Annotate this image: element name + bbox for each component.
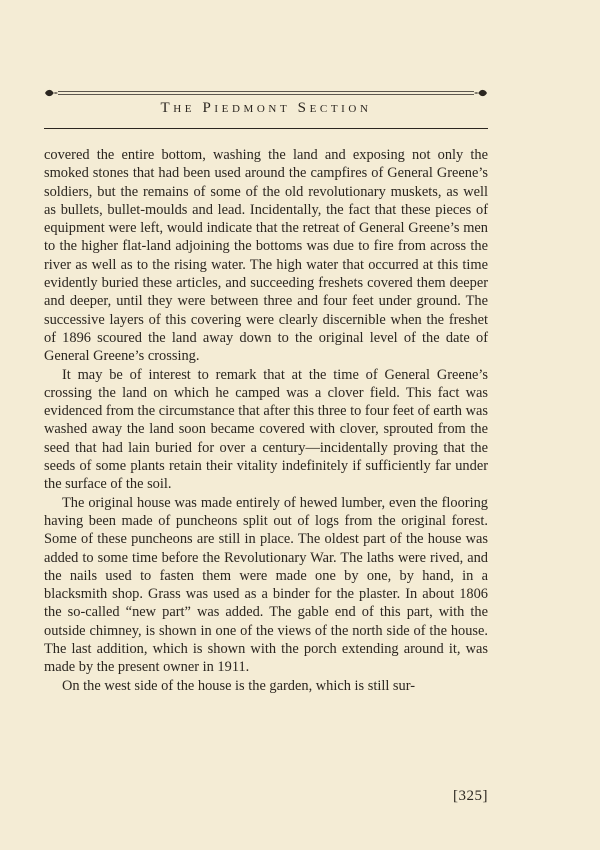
header-divider — [44, 128, 488, 129]
running-head: The Piedmont Section — [160, 100, 372, 116]
ornamental-rule-icon — [44, 88, 488, 98]
paragraph-original-house: The original house was made entirely of hewed lumber, even the flooring having been made of puncheons split out of logs from the original forest. Some of these puncheons are still in place. The oldest part of the house was added to some time before the Revolutionary War. The laths were rived, and the nails used to fasten them were made one by one, by hand, in a blacksmith shop. Grass was used as a binder for the plaster. In about 1806 the so-called “new part” was added. The gable end of this part, with the outside chimney, is shown in one of the views of the north side of the house. The last addition, which is shown with the porch extending around it, was made by the present owner in 1911. — [44, 494, 488, 676]
paragraph-continued: covered the entire bottom, washing the land and exposing not only the smoked stones that had been used around the campfires of General Greene’s soldiers, but the remains of some of the old revolutionary muskets, as well as bullets, bullet-moulds and lead. Incidentally, the fact that these pieces of equipment were left, would indicate that the retreat of General Greene’s men to the higher flat-land adjoining the bottoms was due to fire from across the river as well as to the rising water. The high water that occurred at this time evidently buried these articles, and succeeding freshets covered them deeper and deeper, until they were between three and four feet under ground. The successive layers of this covering were clearly discernible when the freshet of 1896 scoured the land away down to the original level of the date of General Greene’s crossing. — [44, 147, 488, 365]
paragraph-garden: On the west side of the house is the garden, which is still sur- — [62, 677, 416, 694]
page-number: [325] — [453, 788, 488, 804]
paragraph-clover-field: It may be of interest to remark that at the time of General Greene’s crossing the land on which he camped was a clover field. This fact was evidenced from the circumstance that after this three to four feet of earth was washed away the land soon became covered with clover, sprouted from the seed that had lain buried for over a century—incidentally proving that the seeds of some plants retain their vitality indefinitely if sufficiently far under the surface of the soil. — [44, 366, 488, 493]
body-text — [44, 146, 488, 695]
